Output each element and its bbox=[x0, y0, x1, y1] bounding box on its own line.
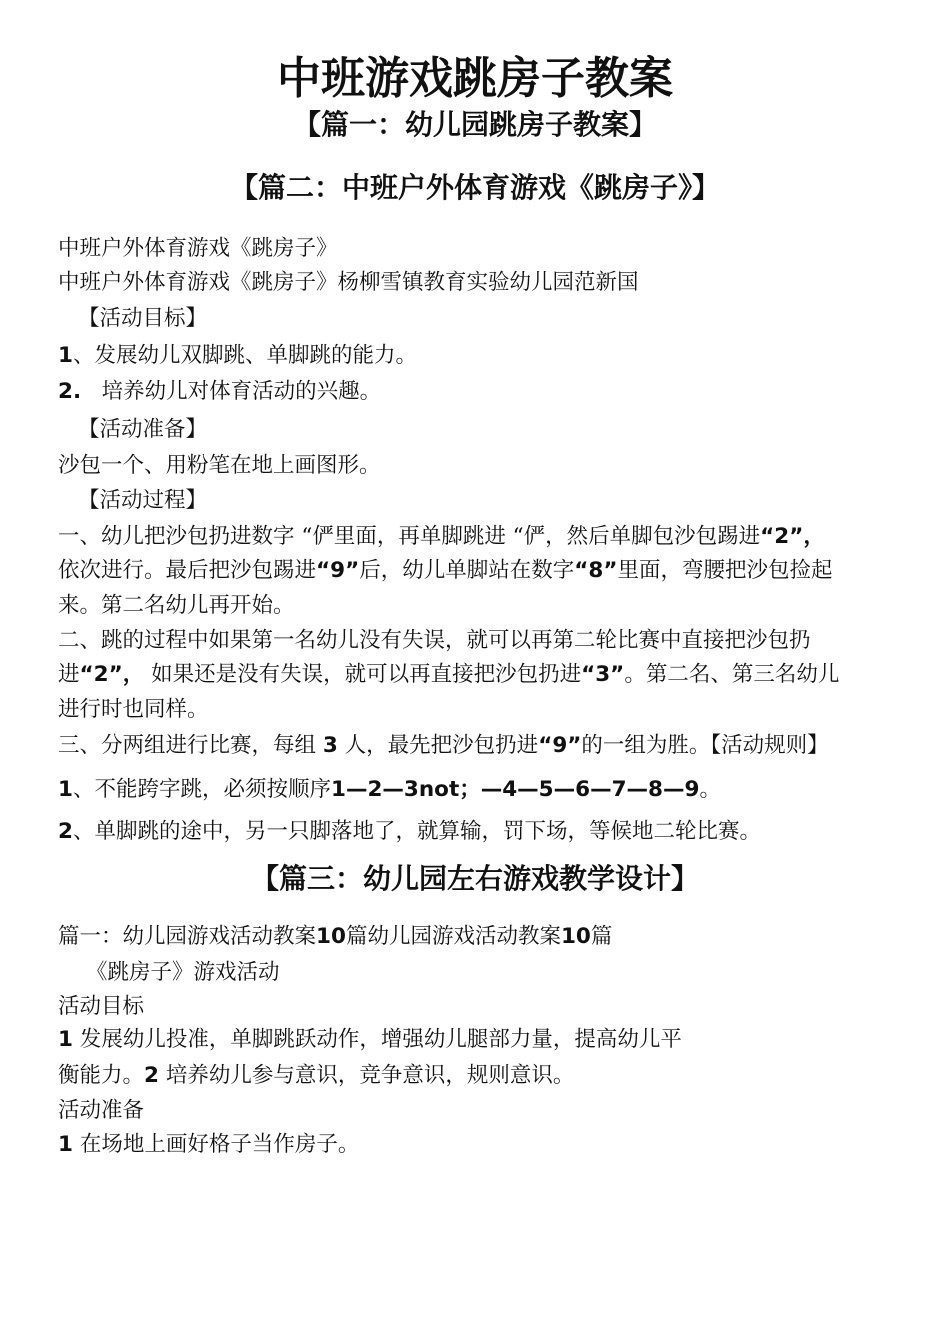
text-run: 。 bbox=[699, 777, 721, 802]
text-run: “8” bbox=[574, 558, 618, 583]
paragraph-line: 《跳房子》游戏活动 bbox=[86, 960, 280, 985]
text-run: 里面，弯腰把沙包捡起 bbox=[617, 558, 833, 583]
text-run: 人，最先把沙包扔进 bbox=[344, 733, 539, 758]
list-number: 1 bbox=[58, 1132, 73, 1157]
text-run: 衡能力。 bbox=[58, 1063, 145, 1088]
list-text: 、发展幼儿双脚跳、单脚跳的能力。 bbox=[72, 343, 417, 368]
paragraph-line bbox=[58, 658, 898, 692]
section-label-goal-2: 活动目标 bbox=[58, 994, 145, 1019]
list-number: 2 bbox=[144, 1063, 159, 1088]
list-number: 1 bbox=[58, 777, 73, 802]
paragraph-line bbox=[58, 1059, 898, 1093]
text-run: 、不能跨字跳，必须按顺序 bbox=[72, 777, 331, 802]
text-run: “2”， bbox=[760, 524, 825, 549]
document-title: 中班游戏跳房子教案 bbox=[277, 53, 673, 104]
list-item bbox=[58, 773, 898, 807]
paragraph-line bbox=[58, 1023, 898, 1057]
list-item bbox=[58, 815, 898, 849]
paragraph: 沙包一个、用粉笔在地上画图形。 bbox=[58, 453, 381, 478]
text-run: 依次进行。最后把沙包踢进 bbox=[58, 558, 317, 583]
text-run: 一、幼儿把沙包扔进数字 “俨里面，再单脚跳进 “俨，然后单脚包沙包踢进 bbox=[58, 524, 761, 549]
paragraph-line: 来。第二名幼儿再开始。 bbox=[58, 593, 295, 618]
section-label-process: 【活动过程】 bbox=[78, 488, 208, 513]
paragraph: 中班户外体育游戏《跳房子》杨柳雪镇教育实验幼儿园范新国 bbox=[58, 270, 639, 295]
paragraph-line bbox=[58, 729, 898, 763]
section-label-goal: 【活动目标】 bbox=[78, 306, 208, 331]
text-run: “2”， bbox=[79, 662, 145, 687]
text-run: 进 bbox=[58, 662, 80, 687]
text-run: 3 bbox=[322, 733, 338, 758]
heading-part-one: 【篇一：幼儿园跳房子教案】 bbox=[292, 108, 657, 141]
text-run: “3” bbox=[581, 662, 625, 687]
text-run: 篇幼儿园游戏活动教案 bbox=[345, 924, 561, 949]
text-run: 的一组为胜。【活动规则】 bbox=[581, 733, 829, 758]
text-run: 在场地上画好格子当作房子。 bbox=[79, 1132, 360, 1157]
text-run: 发展幼儿投准，单脚跳跃动作，增强幼儿腿部力量，提高幼儿平 bbox=[79, 1027, 682, 1052]
text-run: 培养幼儿参与意识，竞争意识，规则意识。 bbox=[165, 1063, 575, 1088]
text-run: “9” bbox=[316, 558, 360, 583]
paragraph-line bbox=[58, 554, 898, 588]
text-run: “9” bbox=[538, 733, 582, 758]
text-run: 1—2—3not；—4—5—6—7—8—9 bbox=[330, 777, 700, 802]
paragraph-line: 二、跳的过程中如果第一名幼儿没有失误，就可以再第二轮比赛中直接把沙包扔 bbox=[58, 628, 811, 653]
paragraph-line bbox=[58, 920, 898, 954]
text-run: 。第二名、第三名幼儿 bbox=[624, 662, 840, 687]
paragraph-line bbox=[58, 520, 898, 554]
list-item bbox=[58, 375, 898, 409]
list-number: 2. bbox=[58, 379, 82, 404]
list-item bbox=[58, 339, 898, 373]
text-run: 篇 bbox=[590, 924, 613, 949]
paragraph-line bbox=[58, 1128, 898, 1162]
list-text: 培养幼儿对体育活动的兴趣。 bbox=[101, 379, 382, 404]
list-number: 2 bbox=[58, 819, 73, 844]
list-text: 、单脚跳的途中，另一只脚落地了，就算输，罚下场，等候地二轮比赛。 bbox=[72, 819, 761, 844]
text-run: 后，幼儿单脚站在数字 bbox=[359, 558, 575, 583]
text-run: 10 bbox=[560, 924, 591, 949]
heading-part-two: 【篇二：中班户外体育游戏《跳房子》】 bbox=[229, 171, 720, 204]
text-run: 篇一：幼儿园游戏活动教案 bbox=[58, 924, 317, 949]
list-number: 1 bbox=[58, 343, 73, 368]
paragraph: 中班户外体育游戏《跳房子》 bbox=[58, 236, 338, 261]
section-label-prep: 【活动准备】 bbox=[78, 417, 208, 442]
text-run: 三、分两组进行比赛，每组 bbox=[58, 733, 317, 758]
list-number: 1 bbox=[58, 1027, 73, 1052]
text-run: 10 bbox=[316, 924, 346, 949]
section-label-prep-2: 活动准备 bbox=[58, 1098, 145, 1123]
heading-part-three: 【篇三：幼儿园左右游戏教学设计】 bbox=[250, 862, 699, 895]
text-run: 如果还是没有失误，就可以再直接把沙包扔进 bbox=[144, 662, 582, 687]
paragraph-line: 进行时也同样。 bbox=[58, 697, 209, 722]
